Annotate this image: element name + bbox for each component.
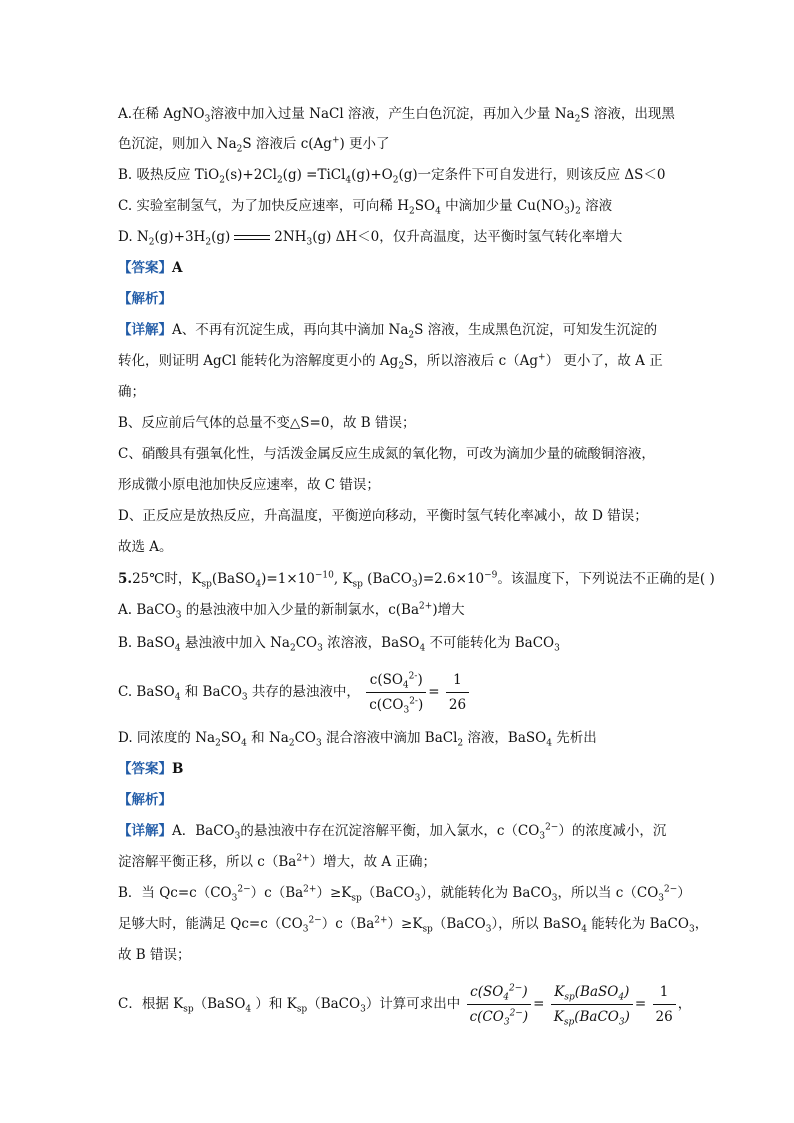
- q5-option-d: D. 同浓度的 $Na_2SO_4$ 和 $Na_2CO_3$ 混合溶液中滴加 BaCl$_2$ 溶液，BaSO$_4$ 先析出: [118, 730, 597, 749]
- equilibrium-arrow-icon: [234, 233, 270, 243]
- q4-detail-line3: 确；: [118, 384, 145, 400]
- q4-option-a-line2: 色沉淀，则加入 $Na_2S$ 溶液后 c(Ag+) 更小了: [118, 135, 390, 155]
- q5-detail-line5: 故 B 错误；: [118, 947, 191, 963]
- q4-detail-line5: C、硝酸具有强氧化性，与活泼金属反应生成氮的氧化物，可改为滴加少量的硫酸铜溶液，: [118, 446, 655, 462]
- q5-detail-line2: 淀溶解平衡正移，所以 $c(Ba^{2+})$增大，故 A 正确；: [118, 853, 436, 870]
- q5-analysis-tag: 【解析】: [118, 792, 172, 808]
- q5-detail-line3: B．当 $Qc=c(CO_3^{2-})c(Ba^{2+})\ge K_{sp}(BaCO_3)$，就能转化为 BaCO$_3$，所以当 $c(CO_3^{2-})$: [118, 884, 691, 904]
- q4-answer: 【答案】A: [118, 260, 183, 276]
- result-fraction: $\frac{1}{26}$: [653, 982, 676, 1027]
- ratio-value-fraction: $\frac{1}{26}$: [446, 670, 469, 715]
- q4-option-b: B. 吸热反应 $TiO_2(s)+2Cl_2(g)$ $=TiCl_4(g)+O_2(g)$一定条件下可自发进行，则该反应 ΔS＜0: [118, 167, 666, 186]
- q4-detail-line8: 故选 A。: [118, 539, 173, 555]
- q5-option-a: A. BaCO$_3$ 的悬浊液中加入少量的新制氯水，$c(Ba^{2+})$增大: [118, 601, 465, 621]
- q4-detail-line7: D、正反应是放热反应，升高温度，平衡逆向移动，平衡时氢气转化率减小，故 D 错误；: [118, 508, 648, 524]
- q4-option-d: D. $N_2(g)+3H_2(g)$ $2NH_3(g)$ ΔH＜0，仅升高温度，达平衡时氢气转化率增大: [118, 229, 623, 248]
- q5-answer: 【答案】B: [118, 761, 184, 777]
- q5-detail-line1: 【详解】A．BaCO$_3$的悬浊液中存在沉淀溶解平衡，加入氯水，$c(CO_3^{2-})$的浓度减小，沉: [118, 822, 667, 842]
- q4-detail-line6: 形成微小原电池加快反应速率，故 C 错误；: [118, 477, 380, 493]
- q5-stem: 5.25℃时，$K_{sp}(BaSO_4)=1\times 10^{-10}$, $K_{sp}$ $(BaCO_3)=2.6\times 10^{-9}$。该温度下，下列说法不正确的是( ): [118, 570, 715, 590]
- q4-option-a-line1: A.在稀 AgNO$_3$溶液中加入过量 NaCl 溶液，产生白色沉淀，再加入少量 $Na_2S$ 溶液，出现黑: [118, 106, 675, 125]
- ksp-ratio-fraction: $\frac{K_{sp}(BaSO_4)}{K_{sp}(BaCO_3)}$: [551, 982, 633, 1027]
- concentration-ratio-fraction: $\frac{c(SO_4^{2-})}{c(CO_3^{2-})}$: [467, 982, 532, 1027]
- q4-detail-line4: B、反应前后气体的总量不变△S=0，故 B 错误；: [118, 415, 416, 431]
- q5-detail-line4: 足够大时，能满足 $Qc=c(CO_3^{2-})c(Ba^{2+})\ge K_{sp}(BaCO_3)$，所以 BaSO$_4$ 能转化为 BaCO$_3$，: [118, 915, 709, 935]
- q4-analysis-tag: 【解析】: [118, 291, 172, 307]
- q4-detail-line2: 转化，则证明 AgCl 能转化为溶解度更小的 $Ag_2S$，所以溶液后 c（Ag+） 更小了，故 A 正: [118, 352, 663, 372]
- answer-tag: 【答案】: [118, 260, 172, 276]
- q4-detail-line1: 【详解】A、不再有沉淀生成，再向其中滴加 $Na_2S$ 溶液，生成黑色沉淀，可知发生沉淀的: [118, 322, 658, 341]
- ion-ratio-fraction: $\frac{c(SO_4^{2-})}{c(CO_3^{2-})}$: [366, 670, 426, 715]
- q5-option-c: C. BaSO$_4$ 和 BaCO$_3$ 共存的悬浊液中， $\frac{c(SO_4^{2-})}{c(CO_3^{2-})}$ = $\frac{1}{26}$: [118, 667, 471, 717]
- q4-option-c: C. 实验室制氢气，为了加快反应速率，可向稀 $H_2SO_4$ 中滴加少量 $Cu(NO_3)_2$ 溶液: [118, 198, 613, 217]
- q5-option-b: B. BaSO$_4$ 悬浊液中加入 $Na_2CO_3$ 浓溶液，BaSO$_4$ 不可能转化为 BaCO$_3$: [118, 635, 560, 654]
- q5-detail-line6: C．根据 $K_{sp}(BaSO_4$ ）和 $K_{sp}(BaCO_3)$计算可求出中 $\frac{c(SO_4^{2-})}{c(CO_3^{2-})}$ = $\frac{K_{sp}(BaSO_4)}{K_{sp}(BaCO_3)}$ = $\frac{1}{26}$ ，: [118, 983, 692, 1028]
